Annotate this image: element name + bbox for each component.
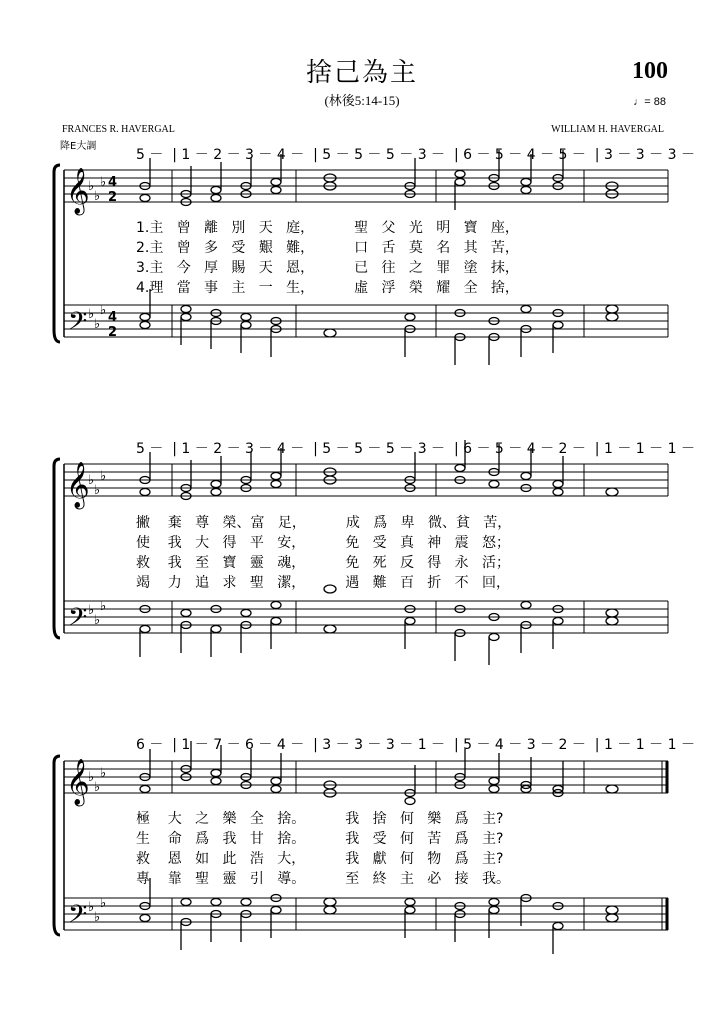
svg-text:2: 2 (108, 190, 118, 205)
svg-text:♭: ♭ (88, 900, 95, 915)
svg-text:♭: ♭ (88, 770, 95, 785)
svg-text:♭: ♭ (100, 469, 107, 484)
svg-text:♭: ♭ (100, 303, 107, 318)
lyric-verse-3: 3.主 今 厚 賜 天 恩， 已 往 之 罪 塗 抹， (136, 260, 519, 276)
tempo-marking: ♩= 88 (633, 96, 666, 108)
notes (140, 150, 618, 365)
svg-text:𝄢: 𝄢 (68, 900, 88, 935)
brace (54, 165, 64, 342)
svg-text:♭: ♭ (100, 896, 107, 911)
svg-text:𝄞: 𝄞 (66, 759, 90, 805)
svg-text:2: 2 (108, 325, 118, 340)
jianpu-numbered-notation: 5 － | 1 － 2 － 3 － 4 － | 5 － 5 － 5 － 3 － | 6 － 5 － 4 － 5 － | 3 － 3 － 3 － (136, 147, 695, 163)
brace (54, 459, 64, 638)
lyric-verse-1: 1.主 曾 離 別 天 庭， 聖 父 光 明 寶 座， (136, 220, 519, 236)
svg-text:♭: ♭ (100, 766, 107, 781)
svg-text:♭: ♭ (88, 307, 95, 322)
lyricist: FRANCES R. HAVERGAL (62, 124, 175, 135)
svg-text:♭: ♭ (94, 483, 101, 498)
svg-text:𝄞: 𝄞 (66, 462, 90, 508)
treble-staff (64, 464, 668, 496)
jianpu-numbered-notation: 6 － | 1 － 7 － 6 － 4 － | 3 － 3 － 3 － 1 － | 5 － 4 － 3 － 2 － | 1 － 1 － 1 － (136, 737, 695, 753)
svg-text:♭: ♭ (94, 317, 101, 332)
composer: WILLIAM H. HAVERGAL (551, 124, 664, 135)
score-system-3 (54, 741, 668, 954)
lyric-verse-2: 生 命 爲 我 甘 捨。 我 受 何 苦 爲 主? (136, 831, 504, 847)
notes (140, 440, 618, 665)
barlines (172, 761, 667, 930)
barlines (172, 464, 668, 633)
lyric-verse-1: 極 大 之 樂 全 捨。 我 捨 何 樂 爲 主? (136, 811, 504, 827)
svg-text:♭: ♭ (94, 780, 101, 795)
lyric-verse-4: 竭 力 追 求 聖 潔， 遇 難 百 折 不 回， (136, 575, 511, 591)
hymn-number: 100 (632, 58, 668, 84)
svg-text:𝄢: 𝄢 (68, 603, 88, 638)
hymn-title: 捨己為主 (305, 58, 418, 88)
clef-and-key (66, 759, 106, 935)
lyric-verse-1: 撇 棄 尊 榮、富 足， 成 爲 卑 微、貧 苦， (136, 515, 512, 531)
key-signature-label: 降E大調 (60, 141, 97, 152)
svg-text:4: 4 (108, 310, 118, 325)
score-system-1 (54, 150, 668, 365)
lyric-verse-2: 使 我 大 得 平 安， 免 受 真 神 震 怒； (136, 535, 511, 551)
svg-text:♭: ♭ (88, 473, 95, 488)
lyric-verse-2: 2.主 曾 多 受 艱 難， 口 舌 莫 名 其 苦， (136, 240, 519, 256)
treble-staff (64, 170, 668, 202)
svg-text:♭: ♭ (94, 910, 101, 925)
lyric-verse-3: 救 恩 如 此 浩 大， 我 獻 何 物 爲 主? (136, 851, 504, 867)
svg-text:𝄞: 𝄞 (66, 168, 90, 214)
svg-text:♭: ♭ (88, 179, 95, 194)
scripture-reference: (林後5:14-15) (324, 93, 400, 108)
svg-text:𝄢: 𝄢 (68, 307, 88, 342)
score-system-2 (54, 440, 668, 665)
svg-text:♭: ♭ (100, 599, 107, 614)
treble-staff (64, 761, 668, 793)
brace (54, 756, 64, 935)
lyric-verse-4: 專 靠 聖 靈 引 導。 至 終 主 必 接 我。 (136, 871, 511, 887)
svg-text:♭: ♭ (88, 603, 95, 618)
lyric-verse-3: 救 我 至 寶 靈 魂， 免 死 反 得 永 活； (136, 555, 511, 571)
clef-and-key (66, 462, 106, 638)
svg-text:♭: ♭ (100, 175, 107, 190)
barlines (172, 170, 668, 337)
bass-staff (64, 601, 668, 633)
svg-text:4: 4 (108, 175, 118, 190)
bass-staff (64, 898, 668, 930)
lyric-verse-4: 4.理 當 事 主 一 生， 虛 浮 榮 耀 全 捨， (136, 280, 519, 296)
jianpu-numbered-notation: 5 － | 1 － 2 － 3 － 4 － | 5 － 5 － 5 － 3 － | 6 － 5 － 4 － 2 － | 1 － 1 － 1 － (136, 441, 695, 457)
bass-staff (64, 305, 668, 337)
svg-text:♭: ♭ (94, 613, 101, 628)
svg-text:♭: ♭ (94, 189, 101, 204)
